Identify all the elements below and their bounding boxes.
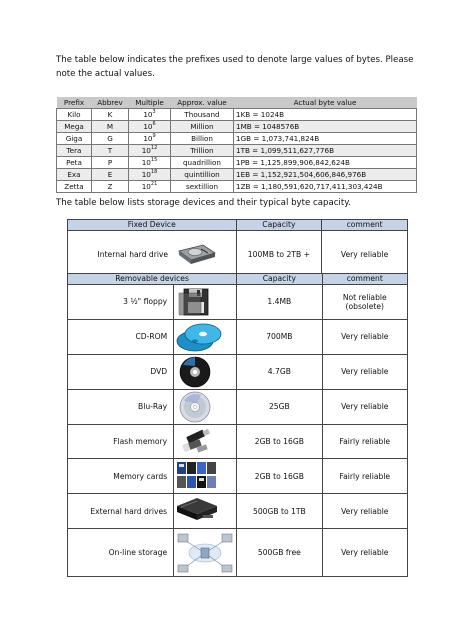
table-row bbox=[68, 231, 408, 278]
table-row bbox=[68, 424, 408, 459]
actual-value-cell: 1PB = 1,125,899,906,842,624B bbox=[234, 157, 417, 169]
table-row bbox=[57, 169, 417, 181]
comment-cell: Fairly reliable bbox=[322, 424, 407, 459]
floppy-disk-icon bbox=[175, 287, 215, 317]
comment-cell: Very reliable bbox=[322, 389, 407, 424]
abbrev-cell: P bbox=[92, 157, 129, 169]
multiple-cell: $10^6$ bbox=[129, 121, 171, 133]
actual-value-cell: 1KB = 1024B bbox=[234, 109, 417, 121]
comment-cell: Fairly reliable bbox=[322, 459, 407, 494]
header-comment: comment bbox=[322, 220, 408, 231]
table-row bbox=[57, 157, 417, 169]
capacity-cell: 4.7GB bbox=[237, 354, 322, 389]
device-name-cell: Flash memory bbox=[68, 424, 174, 459]
approx-cell: quintillion bbox=[171, 169, 234, 181]
abbrev-cell: G bbox=[92, 133, 129, 145]
table-row bbox=[68, 389, 408, 424]
header-capacity: Capacity bbox=[237, 274, 322, 285]
prefix-table-header bbox=[57, 97, 417, 109]
table-row bbox=[57, 133, 417, 145]
header-comment: comment bbox=[322, 274, 407, 285]
prefix-table bbox=[56, 97, 417, 193]
header-approx-value: Approx. value bbox=[171, 97, 234, 109]
table-row bbox=[68, 459, 408, 494]
header-prefix: Prefix bbox=[57, 97, 92, 109]
removable-devices-table bbox=[67, 273, 408, 577]
multiple-cell: $10^{18}$ bbox=[129, 169, 171, 181]
prefix-cell: Exa bbox=[57, 169, 92, 181]
devices-intro-text: The table below lists storage devices and their typical byte capacity. bbox=[56, 198, 351, 208]
comment-cell: Very reliable bbox=[322, 529, 407, 577]
dvd-icon bbox=[175, 356, 215, 388]
device-name-cell: Blu-Ray bbox=[68, 389, 174, 424]
prefix-cell: Peta bbox=[57, 157, 92, 169]
actual-value-cell: 1GB = 1,073,741,824B bbox=[234, 133, 417, 145]
abbrev-cell: K bbox=[92, 109, 129, 121]
comment-cell: Very reliable bbox=[322, 494, 407, 529]
approx-cell: Thousand bbox=[171, 109, 234, 121]
comment-cell: Very reliable bbox=[322, 231, 408, 278]
device-name-cell: On-line storage bbox=[68, 529, 174, 577]
header-multiple: Multiple bbox=[129, 97, 171, 109]
comment-cell: Very reliable bbox=[322, 319, 407, 354]
prefix-cell: Kilo bbox=[57, 109, 92, 121]
flash-memory-icon bbox=[175, 427, 215, 457]
capacity-cell: 2GB to 16GB bbox=[237, 424, 322, 459]
approx-cell: Million bbox=[171, 121, 234, 133]
device-name-cell: 3 ½" floppy bbox=[68, 285, 174, 320]
capacity-cell: 100MB to 2TB + bbox=[236, 231, 322, 278]
abbrev-cell: Z bbox=[92, 181, 129, 193]
device-name-cell: DVD bbox=[68, 354, 174, 389]
multiple-cell: $10^3$ bbox=[129, 109, 171, 121]
capacity-cell: 700MB bbox=[237, 319, 322, 354]
comment-cell: Not reliable (obsolete) bbox=[322, 285, 407, 320]
blu-ray-icon bbox=[175, 391, 215, 423]
capacity-cell: 25GB bbox=[237, 389, 322, 424]
capacity-cell: 500GB free bbox=[237, 529, 322, 577]
table-row bbox=[57, 181, 417, 193]
table-row bbox=[68, 285, 408, 320]
memory-cards-icon bbox=[175, 460, 219, 492]
approx-cell: Trillion bbox=[171, 145, 234, 157]
prefix-cell: Tera bbox=[57, 145, 92, 157]
hard-drive-icon bbox=[175, 239, 217, 269]
multiple-cell: $10^{15}$ bbox=[129, 157, 171, 169]
table-row bbox=[57, 109, 417, 121]
table-row bbox=[68, 494, 408, 529]
table-row bbox=[68, 354, 408, 389]
abbrev-cell: M bbox=[92, 121, 129, 133]
cd-rom-icon bbox=[175, 321, 223, 353]
actual-value-cell: 1TB = 1,099,511,627,776B bbox=[234, 145, 417, 157]
table-row bbox=[57, 121, 417, 133]
capacity-cell: 2GB to 16GB bbox=[237, 459, 322, 494]
header-actual-byte-value: Actual byte value bbox=[234, 97, 417, 109]
header-fixed-device: Fixed Device bbox=[68, 220, 237, 231]
device-name-cell: Internal hard drive bbox=[68, 231, 175, 278]
table-row bbox=[57, 145, 417, 157]
multiple-cell: $10^{21}$ bbox=[129, 181, 171, 193]
device-name-cell: CD-ROM bbox=[68, 319, 174, 354]
table-row bbox=[68, 319, 408, 354]
approx-cell: Billion bbox=[171, 133, 234, 145]
device-name-cell: Memory cards bbox=[68, 459, 174, 494]
fixed-device-table bbox=[67, 219, 408, 278]
multiple-cell: $10^{12}$ bbox=[129, 145, 171, 157]
approx-cell: sextillion bbox=[171, 181, 234, 193]
actual-value-cell: 1EB = 1,152,921,504,606,846,976B bbox=[234, 169, 417, 181]
prefix-cell: Zetta bbox=[57, 181, 92, 193]
approx-cell: quadrillion bbox=[171, 157, 234, 169]
actual-value-cell: 1MB = 1048576B bbox=[234, 121, 417, 133]
abbrev-cell: E bbox=[92, 169, 129, 181]
comment-cell: Very reliable bbox=[322, 354, 407, 389]
multiple-cell: $10^9$ bbox=[129, 133, 171, 145]
header-removable-devices: Removable devices bbox=[68, 274, 237, 285]
online-storage-icon bbox=[175, 531, 235, 575]
external-hard-drive-icon bbox=[175, 496, 219, 526]
table-row bbox=[68, 529, 408, 577]
prefix-cell: Giga bbox=[57, 133, 92, 145]
capacity-cell: 500GB to 1TB bbox=[237, 494, 322, 529]
device-name-cell: External hard drives bbox=[68, 494, 174, 529]
prefix-cell: Mega bbox=[57, 121, 92, 133]
header-capacity: Capacity bbox=[236, 220, 322, 231]
actual-value-cell: 1ZB = 1,180,591,620,717,411,303,424B bbox=[234, 181, 417, 193]
prefix-intro-text: The table below indicates the prefixes used to denote large values of bytes. Please note the actual values. bbox=[56, 55, 414, 79]
capacity-cell: 1.4MB bbox=[237, 285, 322, 320]
header-abbrev: Abbrev bbox=[92, 97, 129, 109]
abbrev-cell: T bbox=[92, 145, 129, 157]
